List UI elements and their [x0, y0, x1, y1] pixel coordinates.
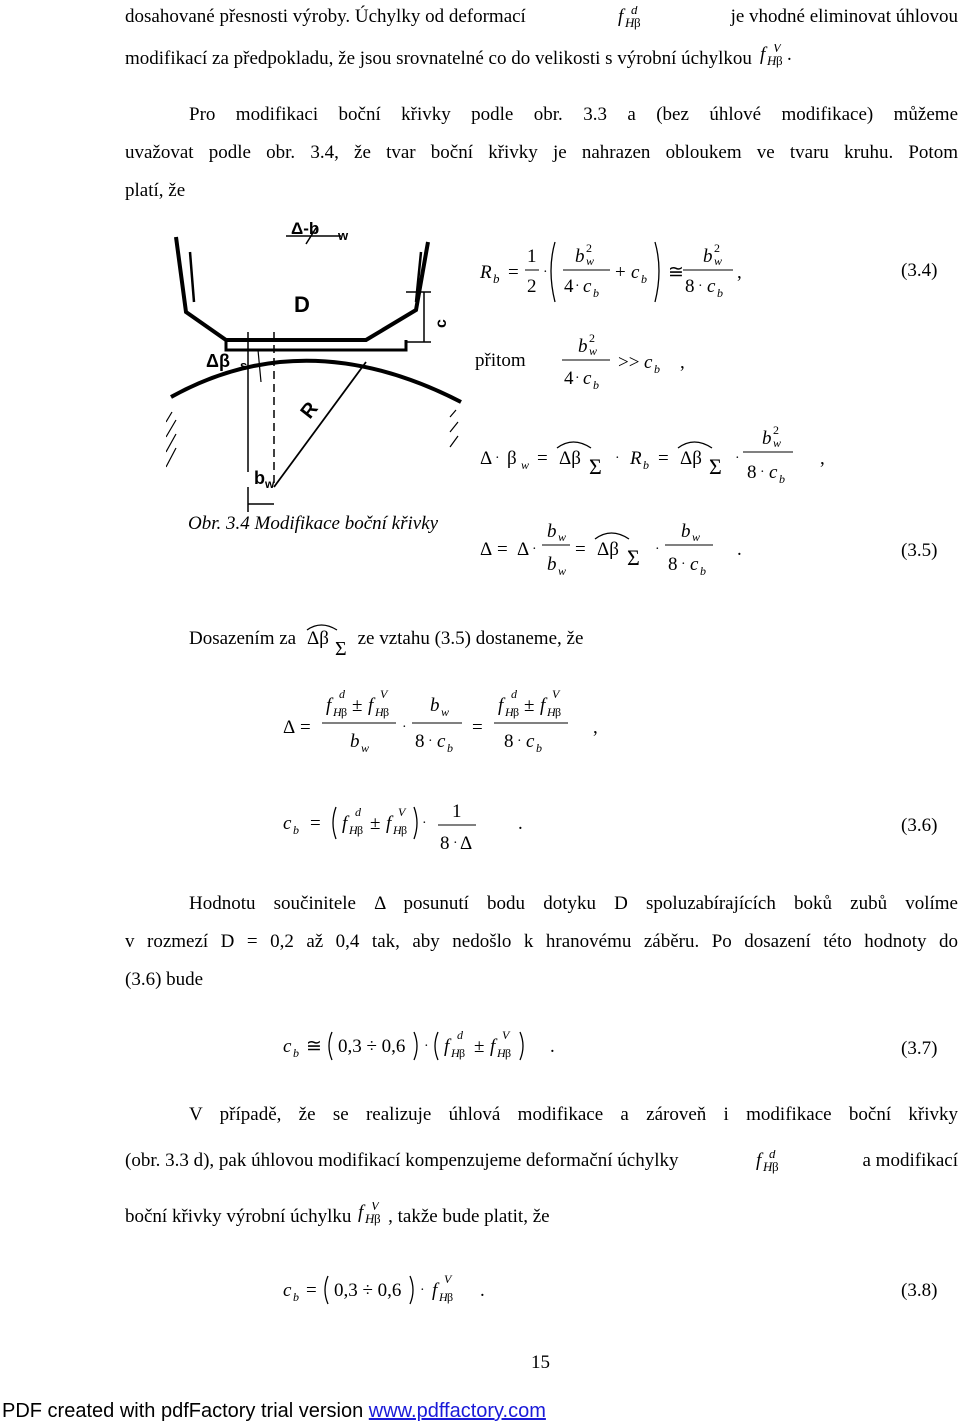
svg-text:±: ±	[370, 813, 381, 834]
text-line	[125, 6, 958, 38]
equation-number: (3.6)	[901, 815, 938, 836]
svg-text:s: s	[240, 358, 248, 373]
svg-text:>>: >>	[618, 352, 640, 373]
svg-text:,: ,	[820, 448, 825, 469]
svg-text:b: b	[654, 362, 660, 376]
svg-text:Δ: Δ	[480, 539, 493, 560]
svg-text:b: b	[762, 428, 772, 449]
svg-text:c: c	[583, 276, 592, 297]
svg-text:2: 2	[586, 241, 592, 255]
svg-text:c: c	[644, 352, 653, 373]
svg-text:w: w	[773, 436, 782, 450]
svg-text:0,3 ÷ 0,6: 0,3 ÷ 0,6	[334, 1280, 402, 1301]
svg-text:β: β	[513, 705, 520, 719]
svg-text:8: 8	[440, 833, 450, 854]
svg-text:R: R	[630, 448, 642, 469]
svg-text:Σ: Σ	[627, 545, 640, 570]
equation-3-8	[280, 1266, 560, 1322]
svg-text:·: ·	[532, 542, 537, 557]
svg-text:V: V	[380, 687, 388, 701]
svg-text:+: +	[615, 262, 626, 283]
svg-text:f: f	[342, 813, 348, 834]
svg-text:w: w	[714, 254, 723, 268]
svg-text:Σ: Σ	[709, 454, 722, 479]
svg-text:b: b	[293, 823, 299, 837]
text-fragment: (obr. 3.3 d), pak úhlovou modifikací kompenzujeme deformační úchylky	[125, 1150, 679, 1171]
symbol-f-h-beta-v	[356, 1202, 388, 1227]
svg-text:b: b	[293, 1046, 299, 1060]
svg-text:±: ±	[474, 1036, 485, 1057]
svg-text:b: b	[536, 741, 542, 755]
svg-text:w: w	[558, 564, 567, 578]
equation-pritom	[560, 326, 730, 412]
svg-text:8: 8	[504, 731, 514, 752]
svg-text:Δ: Δ	[460, 833, 473, 854]
svg-text:b: b	[779, 472, 785, 486]
svg-text:b: b	[703, 246, 713, 267]
svg-text:b: b	[641, 272, 647, 286]
svg-text:·: ·	[402, 720, 407, 735]
svg-text:H: H	[393, 823, 402, 837]
svg-text:b: b	[681, 521, 691, 542]
svg-text:4: 4	[564, 276, 574, 297]
svg-text:c: c	[283, 1280, 292, 1301]
label-delta-b: Δ-b	[291, 222, 320, 238]
svg-text:w: w	[338, 228, 349, 243]
svg-text:=: =	[575, 539, 586, 560]
svg-text:1: 1	[452, 801, 462, 822]
text-line: (3.6) bude	[125, 969, 204, 990]
svg-text:8: 8	[668, 554, 678, 575]
footer	[2, 1400, 546, 1423]
text-line: v rozmezí D = 0,2 až 0,4 tak, aby nedošlo k hranovému záběru. Po dosazení této hodnoty do	[125, 931, 958, 952]
equation-3-4	[475, 232, 875, 318]
equation-number: (3.7)	[901, 1038, 938, 1059]
equation-3-6	[280, 795, 610, 871]
svg-text:d: d	[631, 6, 638, 17]
svg-text:w: w	[558, 530, 567, 544]
svg-text:8: 8	[685, 276, 695, 297]
svg-text:Σ: Σ	[589, 454, 602, 479]
text-fragment: boční křivky výrobní úchylku	[125, 1206, 352, 1227]
svg-text:b: b	[493, 271, 500, 286]
svg-text:f: f	[386, 813, 392, 834]
svg-text:V: V	[444, 1272, 452, 1286]
svg-text:Δ: Δ	[517, 539, 530, 560]
label-delta-beta: Δβ	[206, 351, 230, 371]
equation-3-7	[280, 1022, 610, 1078]
svg-text:β: β	[357, 823, 364, 837]
svg-text:b: b	[547, 521, 557, 542]
symbol-f-h-beta-v	[757, 44, 795, 69]
svg-text:=: =	[497, 539, 508, 560]
svg-text:.: .	[480, 1280, 485, 1301]
svg-text:b: b	[717, 286, 723, 300]
svg-text:,: ,	[737, 262, 742, 283]
svg-text:f: f	[444, 1036, 450, 1057]
text-fragment: , takže bude platit, že	[388, 1206, 550, 1227]
svg-text:V: V	[552, 687, 560, 701]
svg-text:b: b	[578, 336, 588, 357]
svg-text:0,3 ÷ 0,6: 0,3 ÷ 0,6	[338, 1036, 406, 1057]
svg-text:H: H	[375, 705, 384, 719]
svg-text:H: H	[451, 1046, 460, 1060]
svg-text:β: β	[505, 1046, 512, 1060]
svg-text:c: c	[707, 276, 716, 297]
label-bw: b	[254, 468, 265, 488]
figure-caption: Obr. 3.4 Modifikace boční křivky	[188, 513, 439, 534]
svg-text:d: d	[355, 805, 361, 819]
svg-text:d: d	[768, 1150, 775, 1161]
svg-text:w: w	[361, 741, 370, 755]
svg-text:R: R	[480, 262, 492, 283]
svg-text:d: d	[511, 687, 517, 701]
svg-text:c: c	[690, 554, 699, 575]
svg-text:H: H	[497, 1046, 506, 1060]
svg-text:2: 2	[527, 276, 537, 297]
svg-text:8: 8	[415, 731, 425, 752]
svg-text:·: ·	[575, 279, 580, 294]
svg-text:w: w	[586, 254, 595, 268]
text-line: uvažovat podle obr. 3.4, že tvar boční křivky je nahrazen obloukem ve tvaru kruhu. Potom	[125, 142, 958, 163]
symbol-delta-beta-sigma	[301, 628, 353, 658]
svg-text:H: H	[349, 823, 358, 837]
svg-text:f: f	[432, 1280, 438, 1301]
svg-text:H: H	[505, 705, 514, 719]
svg-text:,: ,	[593, 717, 598, 738]
svg-text:Δ: Δ	[283, 717, 296, 738]
svg-text:H: H	[439, 1290, 448, 1304]
svg-text:c: c	[631, 262, 640, 283]
svg-text:·: ·	[420, 1283, 425, 1298]
text-fragment: ze vztahu (3.5) dostaneme, že	[357, 628, 584, 649]
svg-text:=: =	[310, 813, 321, 834]
page-number: 15	[531, 1352, 550, 1373]
text-fragment: modifikací za předpokladu, že jsou srovnatelné co do velikosti s výrobní úchylkou	[125, 48, 752, 69]
svg-text:c: c	[769, 462, 778, 483]
svg-text:·: ·	[735, 451, 740, 466]
footer-link[interactable]: www.pdffactory.com	[368, 1400, 546, 1422]
figure-3-4	[166, 222, 466, 518]
svg-text:b: b	[593, 286, 599, 300]
svg-text:w: w	[589, 344, 598, 358]
svg-text:d: d	[339, 687, 345, 701]
svg-text:b: b	[350, 731, 360, 752]
svg-text:=: =	[658, 448, 669, 469]
equation-number: (3.8)	[901, 1280, 938, 1301]
svg-text:=: =	[472, 717, 483, 738]
svg-text:H: H	[766, 53, 776, 68]
svg-text:c: c	[283, 813, 292, 834]
svg-text:β: β	[374, 1211, 381, 1226]
svg-text:b: b	[700, 564, 706, 578]
text-fragment: Dosazením za	[189, 628, 297, 649]
svg-text:f: f	[490, 1036, 496, 1057]
label-rb: R	[296, 398, 323, 423]
svg-text:V: V	[772, 44, 781, 55]
svg-text:8: 8	[747, 462, 757, 483]
equation-3-5	[475, 515, 775, 601]
equation-delta-f	[280, 685, 620, 771]
svg-text:f: f	[326, 695, 332, 716]
svg-text:b: b	[575, 246, 585, 267]
text-line: Pro modifikaci boční křivky podle obr. 3.3 a (bez úhlové modifikace) můžeme	[189, 104, 958, 125]
svg-text:b: b	[643, 458, 649, 472]
svg-text:·: ·	[681, 557, 686, 572]
symbol-f-h-beta-d	[755, 1150, 787, 1176]
svg-text:±: ±	[352, 695, 363, 716]
svg-text:·: ·	[575, 371, 580, 386]
svg-text:·: ·	[655, 542, 660, 557]
text-line: Hodnotu součinitele Δ posunutí bodu dotyku D spoluzabírajících boků zubů volíme	[189, 893, 958, 914]
svg-text:·: ·	[495, 451, 500, 466]
svg-text:.: .	[737, 539, 742, 560]
svg-text:.: .	[786, 44, 792, 65]
text-line	[189, 622, 583, 658]
svg-text:b: b	[593, 378, 599, 392]
svg-text:β: β	[459, 1046, 466, 1060]
text-line	[125, 1202, 550, 1228]
svg-text:β: β	[775, 53, 783, 68]
equation-delta-beta	[475, 418, 855, 504]
svg-text:c: c	[283, 1036, 292, 1057]
svg-text:V: V	[398, 805, 406, 819]
svg-text:4: 4	[564, 368, 574, 389]
svg-text:H: H	[333, 705, 342, 719]
svg-text:w: w	[441, 705, 450, 719]
svg-text:·: ·	[543, 265, 548, 280]
svg-text:b: b	[430, 695, 440, 716]
svg-text:·: ·	[615, 451, 620, 466]
svg-text:=: =	[306, 1280, 317, 1301]
svg-text:b: b	[447, 741, 453, 755]
svg-text:w: w	[265, 477, 275, 491]
text-pritom: přitom	[475, 350, 526, 371]
svg-text:c: c	[437, 731, 446, 752]
svg-text:β: β	[555, 705, 562, 719]
svg-text:2: 2	[589, 331, 595, 345]
footer-text: PDF created with pdfFactory trial version	[2, 1400, 369, 1422]
svg-text:β: β	[383, 705, 390, 719]
svg-text:·: ·	[424, 1039, 429, 1054]
svg-text:H: H	[762, 1159, 772, 1174]
svg-text:Δβ: Δβ	[680, 448, 702, 469]
svg-text:f: f	[618, 6, 624, 27]
svg-text:f: f	[358, 1202, 364, 1223]
svg-text:Δβ: Δβ	[559, 448, 581, 469]
svg-text:·: ·	[428, 734, 433, 749]
svg-text:β: β	[634, 15, 641, 30]
svg-text:2: 2	[773, 423, 779, 437]
svg-text:.: .	[518, 813, 523, 834]
text-fragment: je vhodné eliminovat úhlovou	[730, 6, 958, 27]
svg-text:Δβ: Δβ	[597, 539, 619, 560]
text-line: platí, že	[125, 180, 186, 201]
svg-text:f: f	[540, 695, 546, 716]
svg-text:β: β	[507, 448, 517, 469]
svg-text:.: .	[550, 1036, 555, 1057]
svg-text:·: ·	[698, 279, 703, 294]
svg-text:f: f	[368, 695, 374, 716]
svg-text:Δ: Δ	[480, 448, 493, 469]
svg-text:,: ,	[680, 352, 685, 373]
svg-text:b: b	[547, 554, 557, 575]
svg-text:β: β	[401, 823, 408, 837]
svg-text:c: c	[583, 368, 592, 389]
svg-text:f: f	[755, 1150, 761, 1171]
svg-text:H: H	[547, 705, 556, 719]
svg-text:β: β	[341, 705, 348, 719]
svg-text:H: H	[625, 15, 635, 30]
svg-text:2: 2	[714, 241, 720, 255]
svg-text:V: V	[502, 1028, 510, 1042]
svg-text:f: f	[498, 695, 504, 716]
svg-text:c: c	[526, 731, 535, 752]
svg-text:b: b	[293, 1290, 299, 1304]
svg-text:β: β	[447, 1290, 454, 1304]
svg-text:≅: ≅	[668, 262, 684, 283]
svg-text:±: ±	[524, 695, 535, 716]
text-line	[125, 1150, 958, 1176]
svg-text:w: w	[692, 530, 701, 544]
label-cb: c	[433, 319, 450, 328]
svg-text:Σ: Σ	[334, 638, 347, 658]
svg-text:·: ·	[422, 816, 427, 831]
svg-text:V: V	[371, 1202, 380, 1213]
svg-text:=: =	[537, 448, 548, 469]
figure-drawing	[166, 222, 466, 512]
svg-text:=: =	[508, 262, 519, 283]
svg-text:f: f	[759, 44, 765, 65]
equation-number: (3.4)	[901, 260, 938, 281]
equation-number: (3.5)	[901, 540, 938, 561]
symbol-f-h-beta-d	[617, 6, 649, 38]
svg-text:Δβ: Δβ	[306, 628, 329, 649]
svg-text:d: d	[457, 1028, 463, 1042]
text-line: V případě, že se realizuje úhlová modifikace a zároveň i modifikace boční křivky	[189, 1104, 958, 1125]
text-fragment: dosahované přesnosti výroby. Úchylky od deformací	[125, 6, 526, 27]
svg-text:β: β	[771, 1159, 779, 1174]
svg-text:·: ·	[760, 465, 765, 480]
svg-text:=: =	[300, 717, 311, 738]
label-d: D	[294, 292, 310, 317]
svg-text:≅: ≅	[306, 1036, 322, 1057]
svg-text:·: ·	[517, 734, 522, 749]
svg-text:·: ·	[453, 836, 458, 851]
text-line	[125, 44, 795, 70]
svg-text:w: w	[521, 458, 530, 472]
svg-text:1: 1	[527, 246, 537, 267]
svg-text:H: H	[365, 1211, 375, 1226]
text-fragment: a modifikací	[862, 1150, 958, 1171]
